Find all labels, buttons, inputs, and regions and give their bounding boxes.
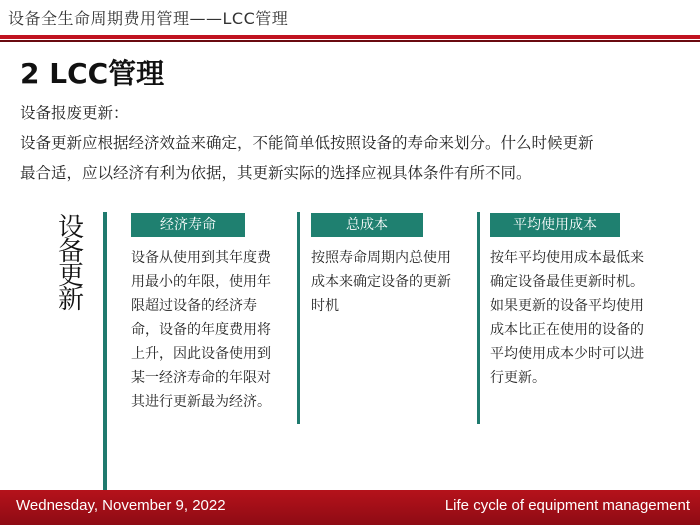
intro-line-1: 设备报废更新： (20, 104, 129, 122)
column-text-total-cost (311, 246, 456, 318)
intro-line-2: 设备更新应根据经济效益来确定，不能简单低按照设备的寿命来划分。什么时候更新 (20, 134, 594, 152)
column-text-economic-life (131, 246, 276, 414)
paragraph: 设备从使用到其年度费用最小的年限，使用年限超过设备的经济寿命，设备的年度费用将上升，因此设备使用到某一经济寿命的年限对其进行更新最为经济。 (131, 250, 271, 410)
tag-economic-life: 经济寿命 (131, 213, 245, 237)
header-rule-dark (0, 40, 700, 42)
paragraph: 按年平均使用成本最低来确定设备最佳更新时机。 (490, 250, 644, 290)
header-rule-red (0, 35, 700, 39)
footer-bar (0, 490, 700, 525)
vertical-heading-char: 新 (57, 285, 84, 315)
column-divider-2 (477, 212, 480, 424)
main-divider-bar (103, 212, 107, 512)
column-divider-1 (297, 212, 300, 424)
vertical-heading-char: 更 (57, 261, 84, 291)
intro-line-3: 最合适，应以经济有利为依据，其更新实际的选择应视具体条件有所不同。 (20, 164, 532, 182)
vertical-heading-char: 备 (57, 237, 84, 267)
slide-title: 2 LCC管理 (20, 57, 165, 90)
footer-date: Wednesday, November 9, 2022 (16, 497, 226, 514)
tag-total-cost: 总成本 (311, 213, 423, 237)
tag-average-use-cost: 平均使用成本 (490, 213, 620, 237)
header-title: 设备全生命周期费用管理——LCC管理 (8, 9, 289, 28)
footer-right-text: Life cycle of equipment management (444, 497, 690, 514)
intro-text (20, 98, 690, 188)
vertical-heading (56, 213, 86, 315)
vertical-heading-char: 设 (57, 213, 84, 243)
column-text-average-use-cost (490, 246, 652, 390)
paragraph: 如果更新的设备平均使用成本比正在使用的设备的平均使用成本少时可以进行更新。 (490, 298, 644, 386)
paragraph: 按照寿命周期内总使用成本来确定设备的更新时机 (311, 250, 451, 314)
